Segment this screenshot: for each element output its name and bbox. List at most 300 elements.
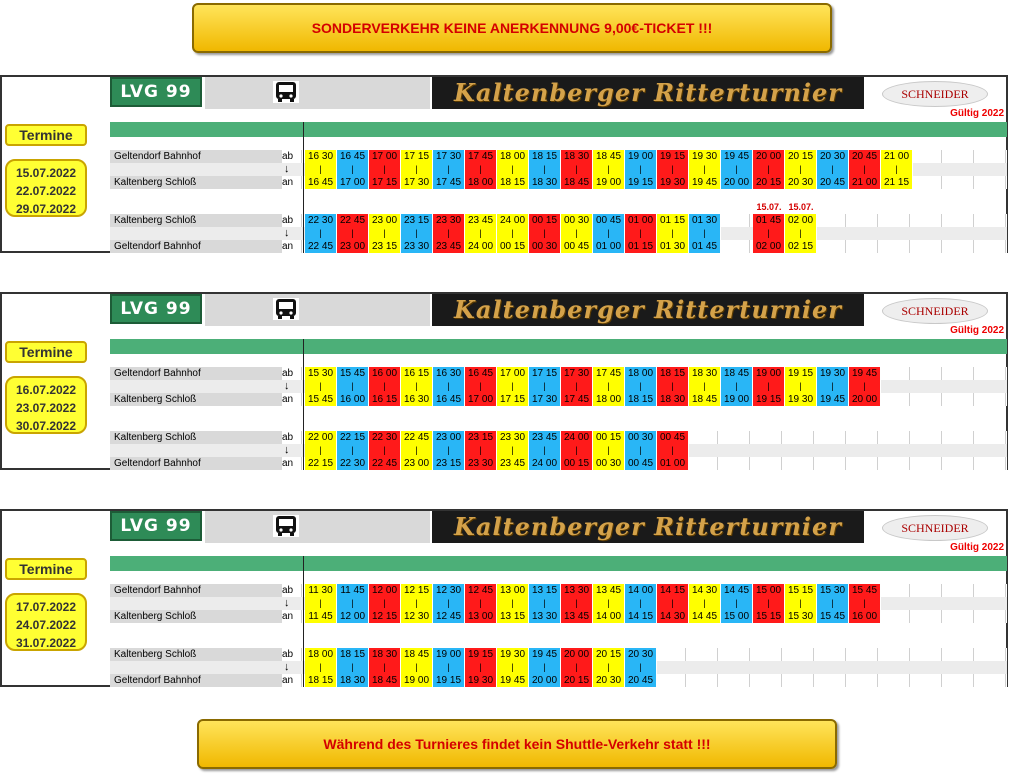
departure-time: 18 00	[497, 150, 529, 163]
arrival-time: 19 15	[753, 393, 785, 406]
connector-line: |	[753, 227, 785, 240]
station-to: Geltendorf Bahnhof	[110, 674, 282, 687]
arrival-time: 00 30	[529, 240, 561, 253]
termine-label: Termine	[5, 341, 87, 363]
departure-time: 18 30	[369, 648, 401, 661]
arrival-time: 19 45	[817, 393, 849, 406]
arrival-time: 17 00	[465, 393, 497, 406]
departure-time: 16 45	[337, 150, 369, 163]
connector-line: |	[721, 380, 753, 393]
departure-time: 22 15	[337, 431, 369, 444]
connector-line: |	[529, 163, 561, 176]
departure-time: 17 30	[433, 150, 465, 163]
connector-line: |	[337, 227, 369, 240]
operator-logo: LVG 99	[110, 511, 202, 541]
departure-time: 16 45	[465, 367, 497, 380]
column-separator	[303, 122, 304, 253]
connector-line: |	[305, 661, 337, 674]
arrival-time: 00 30	[593, 457, 625, 470]
departure-time: 11 45	[337, 584, 369, 597]
arrival-tag: an	[282, 611, 294, 622]
connector-line: |	[593, 380, 625, 393]
departure-time: 18 45	[593, 150, 625, 163]
arrival-time: 18 45	[369, 674, 401, 687]
brand-logo: SCHNEIDER	[882, 81, 988, 107]
column-separator	[303, 339, 304, 470]
departure-tag: ab	[282, 585, 294, 596]
arrival-time: 23 15	[433, 457, 465, 470]
arrival-time: 13 00	[465, 610, 497, 623]
connector-line: |	[561, 163, 593, 176]
departure-time: 15 45	[849, 584, 881, 597]
connector-line: |	[497, 444, 529, 457]
brand-logo: SCHNEIDER	[882, 298, 988, 324]
connector-line: |	[433, 597, 465, 610]
departure-time: 00 15	[529, 214, 561, 227]
connector-line: |	[817, 597, 849, 610]
departure-time: 19 30	[689, 150, 721, 163]
departure-time: 22 45	[401, 431, 433, 444]
departure-tag: ab	[282, 649, 294, 660]
arrival-time: 24 00	[529, 457, 561, 470]
arrival-time: 16 15	[369, 393, 401, 406]
departure-time: 23 30	[433, 214, 465, 227]
arrival-time: 15 15	[753, 610, 785, 623]
arrival-time: 24 00	[465, 240, 497, 253]
departure-time: 14 45	[721, 584, 753, 597]
connector-line: |	[561, 227, 593, 240]
date-item: 24.07.2022	[15, 618, 77, 632]
timetable-panel	[0, 75, 1008, 253]
departure-time: 23 15	[401, 214, 433, 227]
arrival-time: 22 30	[337, 457, 369, 470]
connector-line: |	[561, 380, 593, 393]
connector-line: |	[593, 597, 625, 610]
departure-time: 18 15	[337, 648, 369, 661]
connector-line: |	[657, 597, 689, 610]
arrival-time: 19 15	[625, 176, 657, 189]
departure-time: 19 15	[465, 648, 497, 661]
connector-line: |	[593, 163, 625, 176]
arrival-tag: an	[282, 458, 294, 469]
date-item: 29.07.2022	[15, 202, 77, 216]
connector-line: |	[689, 597, 721, 610]
arrival-time: 18 30	[529, 176, 561, 189]
header-strip	[205, 294, 430, 326]
departure-time: 01 45	[753, 214, 785, 227]
departure-time: 18 00	[305, 648, 337, 661]
connector-line: |	[433, 227, 465, 240]
departure-time: 19 45	[529, 648, 561, 661]
arrival-time: 18 00	[465, 176, 497, 189]
connector-line: |	[369, 661, 401, 674]
connector-line: |	[593, 661, 625, 674]
connector-line: |	[785, 163, 817, 176]
connector-line: |	[401, 444, 433, 457]
direction-arrow-icon: ↓	[284, 661, 290, 673]
bus-icon	[273, 81, 299, 103]
departure-time: 16 30	[433, 367, 465, 380]
connector-line: |	[657, 227, 689, 240]
connector-line: |	[497, 597, 529, 610]
departure-time: 18 30	[561, 150, 593, 163]
connector-line: |	[465, 661, 497, 674]
arrival-time: 19 00	[721, 393, 753, 406]
arrival-time: 21 15	[881, 176, 913, 189]
connector-line: |	[753, 380, 785, 393]
arrival-time: 23 45	[497, 457, 529, 470]
arrival-time: 19 00	[593, 176, 625, 189]
departure-time: 17 15	[529, 367, 561, 380]
departure-time: 14 15	[657, 584, 689, 597]
arrival-time: 19 30	[465, 674, 497, 687]
arrival-time: 18 00	[593, 393, 625, 406]
arrival-time: 19 45	[689, 176, 721, 189]
arrival-time: 01 45	[689, 240, 721, 253]
header-strip	[205, 77, 430, 109]
arrival-time: 00 15	[561, 457, 593, 470]
arrival-tag: an	[282, 675, 294, 686]
departure-time: 18 15	[657, 367, 689, 380]
arrival-time: 20 45	[817, 176, 849, 189]
date-item: 30.07.2022	[15, 419, 77, 433]
connector-line: |	[337, 661, 369, 674]
departure-time: 15 30	[305, 367, 337, 380]
departure-time: 12 45	[465, 584, 497, 597]
arrival-time: 20 00	[849, 393, 881, 406]
termine-label: Termine	[5, 558, 87, 580]
arrival-time: 12 30	[401, 610, 433, 623]
arrival-time: 18 45	[561, 176, 593, 189]
connector-line: |	[785, 380, 817, 393]
arrival-time: 00 45	[561, 240, 593, 253]
date-item: 22.07.2022	[15, 184, 77, 198]
departure-time: 24 00	[497, 214, 529, 227]
header-strip	[205, 511, 430, 543]
connector-line: |	[497, 380, 529, 393]
station-to: Geltendorf Bahnhof	[110, 457, 282, 470]
departure-time: 15 15	[785, 584, 817, 597]
departure-time: 13 45	[593, 584, 625, 597]
station-to: Kaltenberg Schloß	[110, 176, 282, 189]
arrival-time: 23 15	[369, 240, 401, 253]
arrival-time: 20 15	[561, 674, 593, 687]
arrival-tag: an	[282, 394, 294, 405]
departure-time: 14 30	[689, 584, 721, 597]
departure-tag: ab	[282, 151, 294, 162]
departure-time: 00 45	[657, 431, 689, 444]
departure-tag: ab	[282, 432, 294, 443]
connector-line: |	[881, 163, 913, 176]
dates-box	[5, 593, 87, 651]
arrival-time: 01 00	[657, 457, 689, 470]
departure-time: 22 45	[337, 214, 369, 227]
connector-line: |	[689, 227, 721, 240]
connector-line: |	[465, 597, 497, 610]
departure-time: 23 15	[465, 431, 497, 444]
connector-line: |	[849, 597, 881, 610]
connector-line: |	[433, 380, 465, 393]
departure-time: 19 00	[625, 150, 657, 163]
departure-time: 17 30	[561, 367, 593, 380]
departure-time: 16 15	[401, 367, 433, 380]
departure-time: 20 00	[561, 648, 593, 661]
departure-time: 20 30	[817, 150, 849, 163]
departure-time: 19 30	[497, 648, 529, 661]
departure-time: 16 00	[369, 367, 401, 380]
connector-line: |	[561, 597, 593, 610]
departure-time: 20 30	[625, 648, 657, 661]
valid-label: Gültig 2022	[950, 542, 1004, 553]
arrival-time: 15 30	[785, 610, 817, 623]
arrival-time: 23 30	[465, 457, 497, 470]
arrival-time: 02 00	[753, 240, 785, 253]
connector-line: |	[465, 444, 497, 457]
date-item: 16.07.2022	[15, 383, 77, 397]
departure-tag: ab	[282, 368, 294, 379]
connector-line: |	[305, 163, 337, 176]
departure-time: 19 00	[433, 648, 465, 661]
arrival-time: 17 00	[337, 176, 369, 189]
departure-time: 19 15	[657, 150, 689, 163]
connector-line: |	[721, 163, 753, 176]
connector-line: |	[465, 163, 497, 176]
connector-line: |	[753, 597, 785, 610]
connector-line: |	[305, 380, 337, 393]
station-to: Geltendorf Bahnhof	[110, 240, 282, 253]
connector-line: |	[305, 227, 337, 240]
connector-line: |	[433, 444, 465, 457]
arrival-time: 12 45	[433, 610, 465, 623]
departure-time: 18 45	[721, 367, 753, 380]
departure-time: 18 30	[689, 367, 721, 380]
connector-line: |	[817, 380, 849, 393]
departure-time: 19 15	[785, 367, 817, 380]
header-bar	[110, 122, 1007, 137]
departure-time: 00 30	[625, 431, 657, 444]
arrival-time: 19 45	[497, 674, 529, 687]
departure-time: 20 00	[753, 150, 785, 163]
departure-time: 23 45	[529, 431, 561, 444]
arrival-time: 00 45	[625, 457, 657, 470]
departure-time: 17 00	[369, 150, 401, 163]
direction-arrow-icon: ↓	[284, 597, 290, 609]
arrival-time: 18 15	[625, 393, 657, 406]
departure-time: 22 00	[305, 431, 337, 444]
departure-time: 23 45	[465, 214, 497, 227]
connector-line: |	[529, 444, 561, 457]
arrival-time: 16 00	[849, 610, 881, 623]
departure-time: 19 30	[817, 367, 849, 380]
top-banner: SONDERVERKEHR KEINE ANERKENNUNG 9,00€-TICKET !!!	[192, 3, 832, 53]
station-to: Kaltenberg Schloß	[110, 610, 282, 623]
departure-time: 24 00	[561, 431, 593, 444]
arrival-time: 20 30	[593, 674, 625, 687]
direction-arrow-icon: ↓	[284, 163, 290, 175]
date-note: 15.07.	[756, 202, 782, 212]
connector-line: |	[689, 163, 721, 176]
connector-line: |	[817, 163, 849, 176]
valid-label: Gültig 2022	[950, 325, 1004, 336]
departure-time: 17 15	[401, 150, 433, 163]
direction-arrow-icon: ↓	[284, 444, 290, 456]
connector-line: |	[849, 380, 881, 393]
connector-line: |	[433, 163, 465, 176]
connector-line: |	[689, 380, 721, 393]
station-from: Kaltenberg Schloß	[110, 214, 282, 227]
connector-line: |	[561, 661, 593, 674]
arrival-time: 15 00	[721, 610, 753, 623]
departure-time: 00 30	[561, 214, 593, 227]
connector-line: |	[369, 597, 401, 610]
departure-time: 01 15	[657, 214, 689, 227]
connector-line: |	[529, 661, 561, 674]
connector-line: |	[657, 163, 689, 176]
departure-time: 17 00	[497, 367, 529, 380]
connector-line: |	[849, 163, 881, 176]
connector-line: |	[753, 163, 785, 176]
station-from: Geltendorf Bahnhof	[110, 584, 282, 597]
arrival-time: 14 00	[593, 610, 625, 623]
connector-line: |	[337, 380, 369, 393]
connector-line: |	[305, 597, 337, 610]
connector-line: |	[529, 227, 561, 240]
date-note: 15.07.	[788, 202, 814, 212]
arrival-time: 17 45	[433, 176, 465, 189]
arrival-time: 18 15	[305, 674, 337, 687]
connector-line: |	[337, 163, 369, 176]
arrival-time: 20 30	[785, 176, 817, 189]
arrival-time: 20 00	[529, 674, 561, 687]
connector-line: |	[657, 380, 689, 393]
departure-time: 23 00	[433, 431, 465, 444]
operator-logo: LVG 99	[110, 294, 202, 324]
departure-time: 15 30	[817, 584, 849, 597]
arrival-time: 23 00	[337, 240, 369, 253]
arrival-time: 22 45	[305, 240, 337, 253]
arrival-time: 19 00	[401, 674, 433, 687]
arrival-time: 13 30	[529, 610, 561, 623]
date-item: 15.07.2022	[15, 166, 77, 180]
arrival-time: 20 15	[753, 176, 785, 189]
timetable-panel	[0, 292, 1008, 470]
connector-line: |	[337, 444, 369, 457]
arrival-time: 19 30	[785, 393, 817, 406]
arrival-time: 15 45	[305, 393, 337, 406]
connector-line: |	[401, 661, 433, 674]
connector-line: |	[625, 380, 657, 393]
departure-tag: ab	[282, 215, 294, 226]
departure-time: 20 45	[849, 150, 881, 163]
departure-time: 12 00	[369, 584, 401, 597]
connector-line: |	[433, 661, 465, 674]
arrival-tag: an	[282, 241, 294, 252]
departure-time: 12 15	[401, 584, 433, 597]
arrival-time: 17 30	[401, 176, 433, 189]
arrival-time: 12 00	[337, 610, 369, 623]
departure-time: 15 45	[337, 367, 369, 380]
direction-arrow-icon: ↓	[284, 380, 290, 392]
arrival-time: 01 00	[593, 240, 625, 253]
connector-line: |	[497, 227, 529, 240]
event-title: Kaltenberger Ritterturnier	[432, 77, 864, 109]
event-title: Kaltenberger Ritterturnier	[432, 294, 864, 326]
dates-box	[5, 376, 87, 434]
connector-line: |	[401, 380, 433, 393]
arrival-time: 12 15	[369, 610, 401, 623]
connector-line: |	[465, 227, 497, 240]
arrival-time: 23 00	[401, 457, 433, 470]
connector-line: |	[593, 227, 625, 240]
departure-time: 19 45	[849, 367, 881, 380]
arrival-time: 18 15	[497, 176, 529, 189]
departure-time: 18 15	[529, 150, 561, 163]
departure-time: 20 15	[593, 648, 625, 661]
header-bar	[110, 556, 1007, 571]
departure-time: 20 15	[785, 150, 817, 163]
connector-line: |	[625, 444, 657, 457]
connector-line: |	[401, 163, 433, 176]
connector-line: |	[785, 597, 817, 610]
departure-time: 21 00	[881, 150, 913, 163]
arrival-time: 22 15	[305, 457, 337, 470]
departure-time: 17 45	[465, 150, 497, 163]
arrival-time: 16 30	[401, 393, 433, 406]
arrival-time: 14 15	[625, 610, 657, 623]
connector-line: |	[465, 380, 497, 393]
column-separator	[303, 556, 304, 687]
station-from: Kaltenberg Schloß	[110, 431, 282, 444]
arrival-time: 14 45	[689, 610, 721, 623]
connector-line: |	[497, 661, 529, 674]
connector-line: |	[785, 227, 817, 240]
arrival-time: 19 15	[433, 674, 465, 687]
arrival-time: 23 45	[433, 240, 465, 253]
connector-line: |	[369, 444, 401, 457]
arrival-tag: an	[282, 177, 294, 188]
arrival-time: 01 30	[657, 240, 689, 253]
arrival-time: 16 45	[305, 176, 337, 189]
timetable-panel	[0, 509, 1008, 687]
departure-time: 11 30	[305, 584, 337, 597]
connector-line: |	[529, 597, 561, 610]
arrival-time: 13 45	[561, 610, 593, 623]
departure-time: 22 30	[369, 431, 401, 444]
connector-line: |	[497, 163, 529, 176]
arrival-time: 18 45	[689, 393, 721, 406]
arrival-time: 16 45	[433, 393, 465, 406]
bus-icon	[273, 515, 299, 537]
connector-line: |	[625, 597, 657, 610]
connector-line: |	[305, 444, 337, 457]
departure-time: 19 45	[721, 150, 753, 163]
station-to: Kaltenberg Schloß	[110, 393, 282, 406]
date-item: 31.07.2022	[15, 636, 77, 650]
arrival-time: 14 30	[657, 610, 689, 623]
arrival-time: 02 15	[785, 240, 817, 253]
departure-time: 13 00	[497, 584, 529, 597]
departure-time: 22 30	[305, 214, 337, 227]
arrival-time: 22 45	[369, 457, 401, 470]
connector-line: |	[625, 163, 657, 176]
arrival-time: 13 15	[497, 610, 529, 623]
departure-time: 13 15	[529, 584, 561, 597]
header-bar	[110, 339, 1007, 354]
connector-line: |	[401, 597, 433, 610]
departure-time: 15 00	[753, 584, 785, 597]
connector-line: |	[657, 444, 689, 457]
departure-time: 23 00	[369, 214, 401, 227]
